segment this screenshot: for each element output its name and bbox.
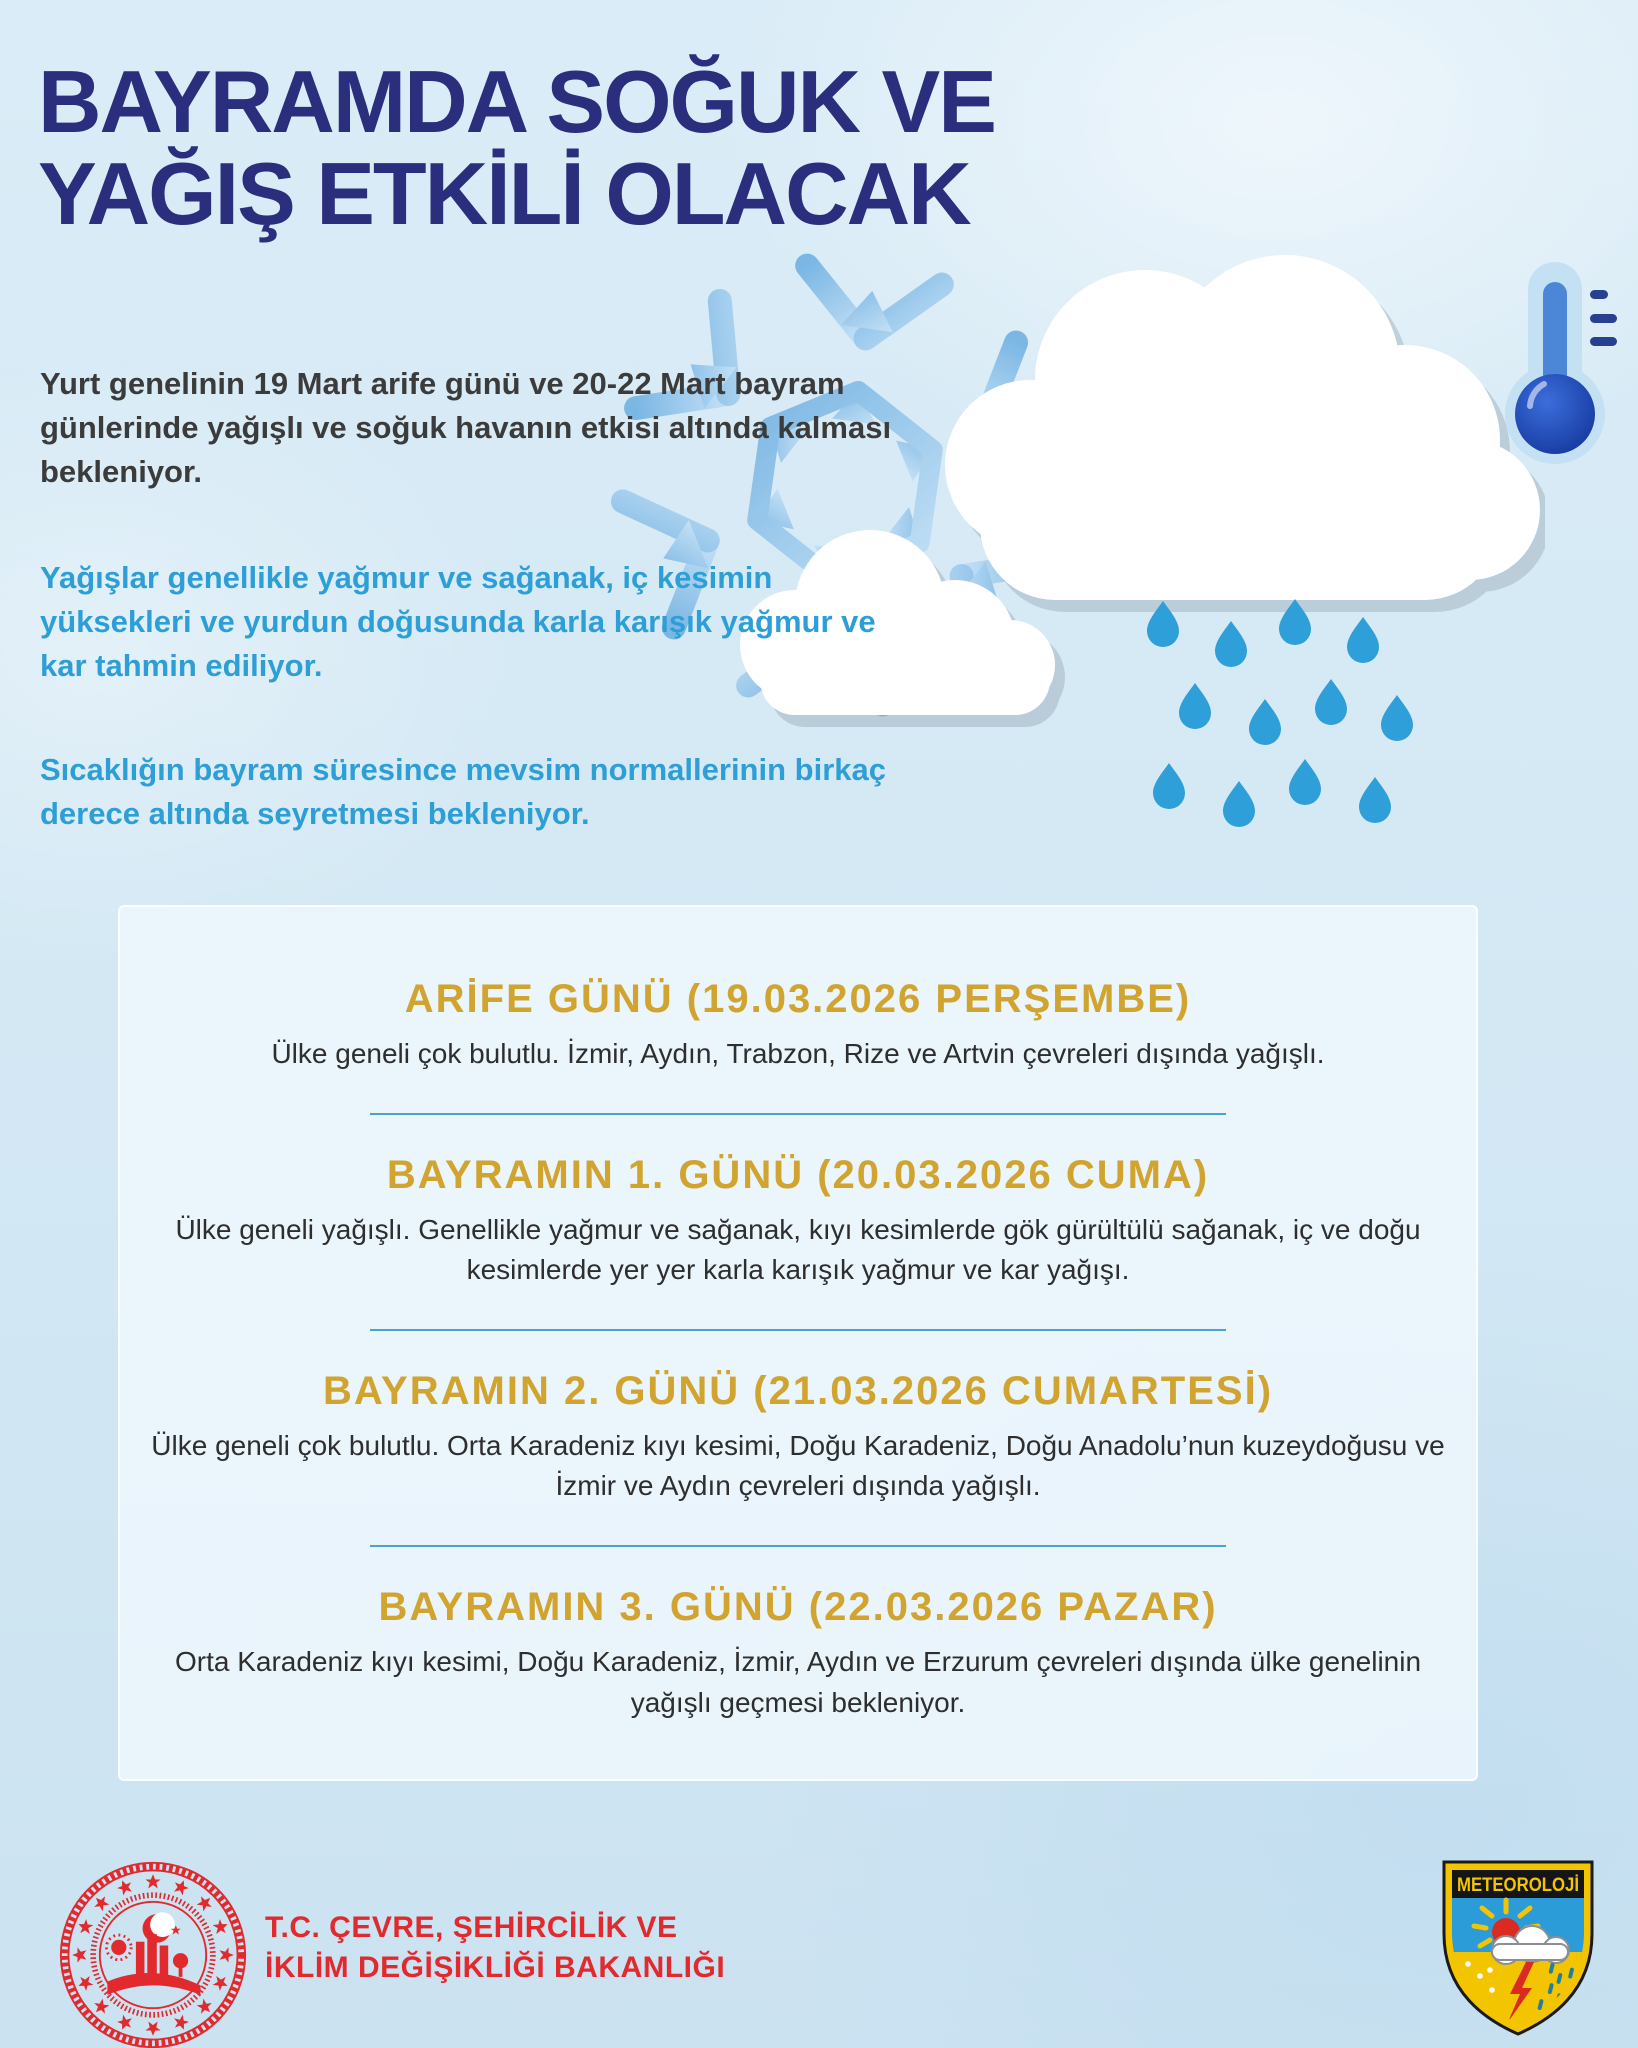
meteorology-shield-icon <box>1434 1852 1602 2044</box>
forecast-day-heading: ARİFE GÜNÜ (19.03.2026 PERŞEMBE) <box>404 977 1192 1021</box>
cold-thermometer-icon <box>1478 256 1630 466</box>
intro-paragraph: Yurt genelinin 19 Mart arife günü ve 20-22 Mart bayram günlerinde yağışlı ve soğuk havanın etkisi altında kalması bekleniyor. <box>40 366 892 490</box>
large-cloud-icon <box>945 255 1540 600</box>
forecast-day-body: Ülke geneli çok bulutlu. Orta Karadeniz kıyı kesimi, Doğu Karadeniz, Doğu Anadolu’nun kuzeydoğusu ve İzmir ve Aydın çevreleri dışında yağışlı. <box>151 1429 1445 1502</box>
raindrops-icon <box>1135 595 1435 845</box>
divider <box>370 1545 1226 1547</box>
forecast-day-body: Ülke geneli yağışlı. Genellikle yağmur ve sağanak, kıyı kesimlerde gök gürültülü sağanak, iç ve doğu kesimlerde yer yer karla karışık yağmur ve kar yağışı. <box>175 1213 1421 1286</box>
ministry-name-line1: T.C. ÇEVRE, ŞEHİRCİLİK VE <box>265 1911 678 1944</box>
forecast-panel <box>118 905 1478 1781</box>
forecast-day-3 <box>120 1585 1476 1723</box>
ministry-name <box>265 1908 725 1988</box>
forecast-day-2 <box>120 1369 1476 1507</box>
page-title-line2: YAĞIŞ ETKİLİ OLACAK <box>38 144 970 244</box>
met-logo-label: METEOROLOJİ <box>1457 1875 1579 1896</box>
temperature-highlight: Sıcaklığın bayram süresince mevsim normallerinin birkaç derece altında seyretmesi bekleniyor. <box>40 752 886 832</box>
forecast-day-heading: BAYRAMIN 1. GÜNÜ (20.03.2026 CUMA) <box>386 1152 1210 1197</box>
page-title-line1: BAYRAMDA SOĞUK VE <box>38 52 995 151</box>
page-title <box>38 52 995 244</box>
divider <box>370 1329 1226 1331</box>
forecast-day-arife <box>120 977 1476 1075</box>
forecast-day-heading: BAYRAMIN 2. GÜNÜ (21.03.2026 CUMARTESİ) <box>322 1368 1274 1413</box>
divider <box>370 1113 1226 1115</box>
ministry-name-line2: İKLİM DEĞİŞİKLİĞİ BAKANLIĞI <box>265 1950 726 1984</box>
precipitation-highlight: Yağışlar genellikle yağmur ve sağanak, iç kesimin yüksekleri ve yurdun doğusunda karla karışık yağmur ve kar tahmin ediliyor. <box>40 560 876 684</box>
forecast-day-heading: BAYRAMIN 3. GÜNÜ (22.03.2026 PAZAR) <box>378 1584 1218 1629</box>
ministry-emblem-icon <box>58 1860 248 2048</box>
forecast-day-1 <box>120 1153 1476 1291</box>
forecast-day-body: Ülke geneli çok bulutlu. İzmir, Aydın, Trabzon, Rize ve Artvin çevreleri dışında yağışlı. <box>271 1038 1325 1069</box>
forecast-day-body: Orta Karadeniz kıyı kesimi, Doğu Karadeniz, İzmir, Aydın ve Erzurum çevreleri dışında ülke genelinin yağışlı geçmesi bekleniyor. <box>174 1645 1422 1718</box>
